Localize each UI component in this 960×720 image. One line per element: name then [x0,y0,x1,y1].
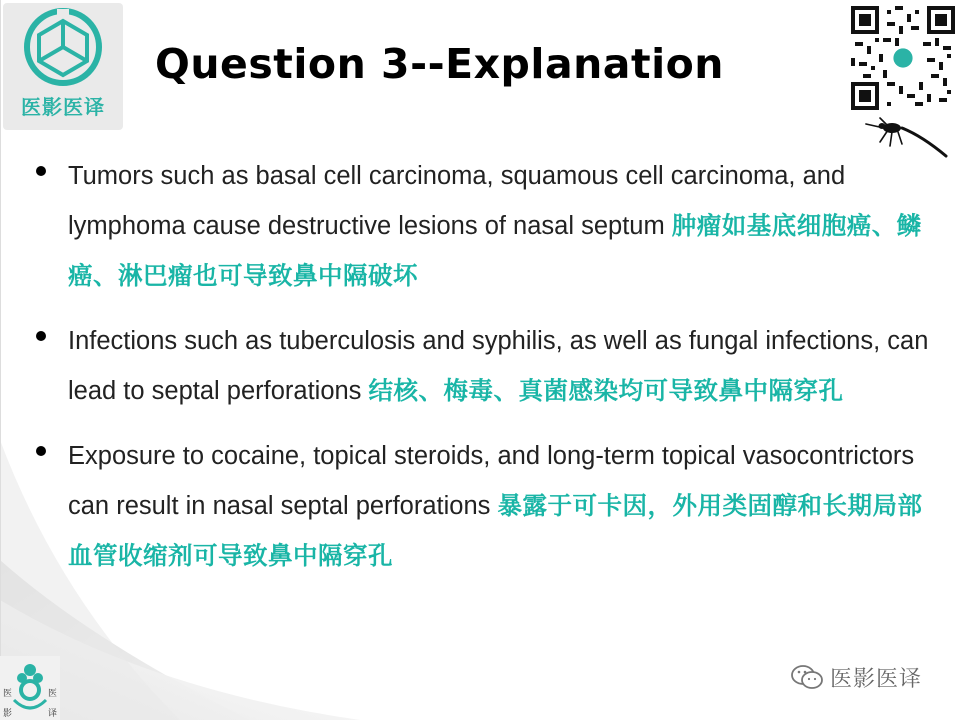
bullet-en-text: Exposure to cocaine, topical steroids, and long-term topical vasocontrictors can result in nasal septal perforations [68,442,915,520]
svg-text:影: 影 [3,709,13,719]
bullet-zh-text: 肿瘤如基底细胞癌、鳞癌、淋巴瘤也可导致鼻中隔破坏 [68,211,922,290]
bullet-zh-text: 结核、梅毒、真菌感染均可导致鼻中隔穿孔 [368,376,844,405]
bottom-logo-icon [0,656,60,720]
bullet-text [68,152,930,301]
list-item [30,317,930,416]
bullet-dot [36,166,46,176]
wechat-icon [790,663,824,691]
bullet-en-text: Tumors such as basal cell carcinoma, squamous cell carcinoma, and lymphoma cause destructive lesions of nasal septum [68,162,846,240]
watermark-label: 医影医译 [830,666,923,692]
bullet-dot [36,446,46,456]
brand-logo [3,3,123,130]
svg-text:医: 医 [48,689,58,699]
bullet-zh-text: 暴露于可卡因，外用类固醇和长期局部血管收缩剂可导致鼻中隔穿孔 [68,491,923,570]
bullet-text [68,432,930,581]
logo-hexagon-icon [3,3,123,93]
svg-text:译: 译 [48,709,58,719]
bullet-list [30,152,930,597]
logo-caption: 医影医译 [21,95,105,119]
qr-code-icon [851,6,955,110]
slide-title: Question 3--Explanation [155,40,724,88]
bullet-en-text: Infections such as tuberculosis and syphilis, as well as fungal infections, can lead to septal perforations [68,327,929,405]
bullet-dot [36,331,46,341]
list-item [30,152,930,301]
bullet-text [68,317,930,416]
svg-text:医: 医 [3,689,13,699]
list-item [30,432,930,581]
wechat-watermark [790,662,922,692]
